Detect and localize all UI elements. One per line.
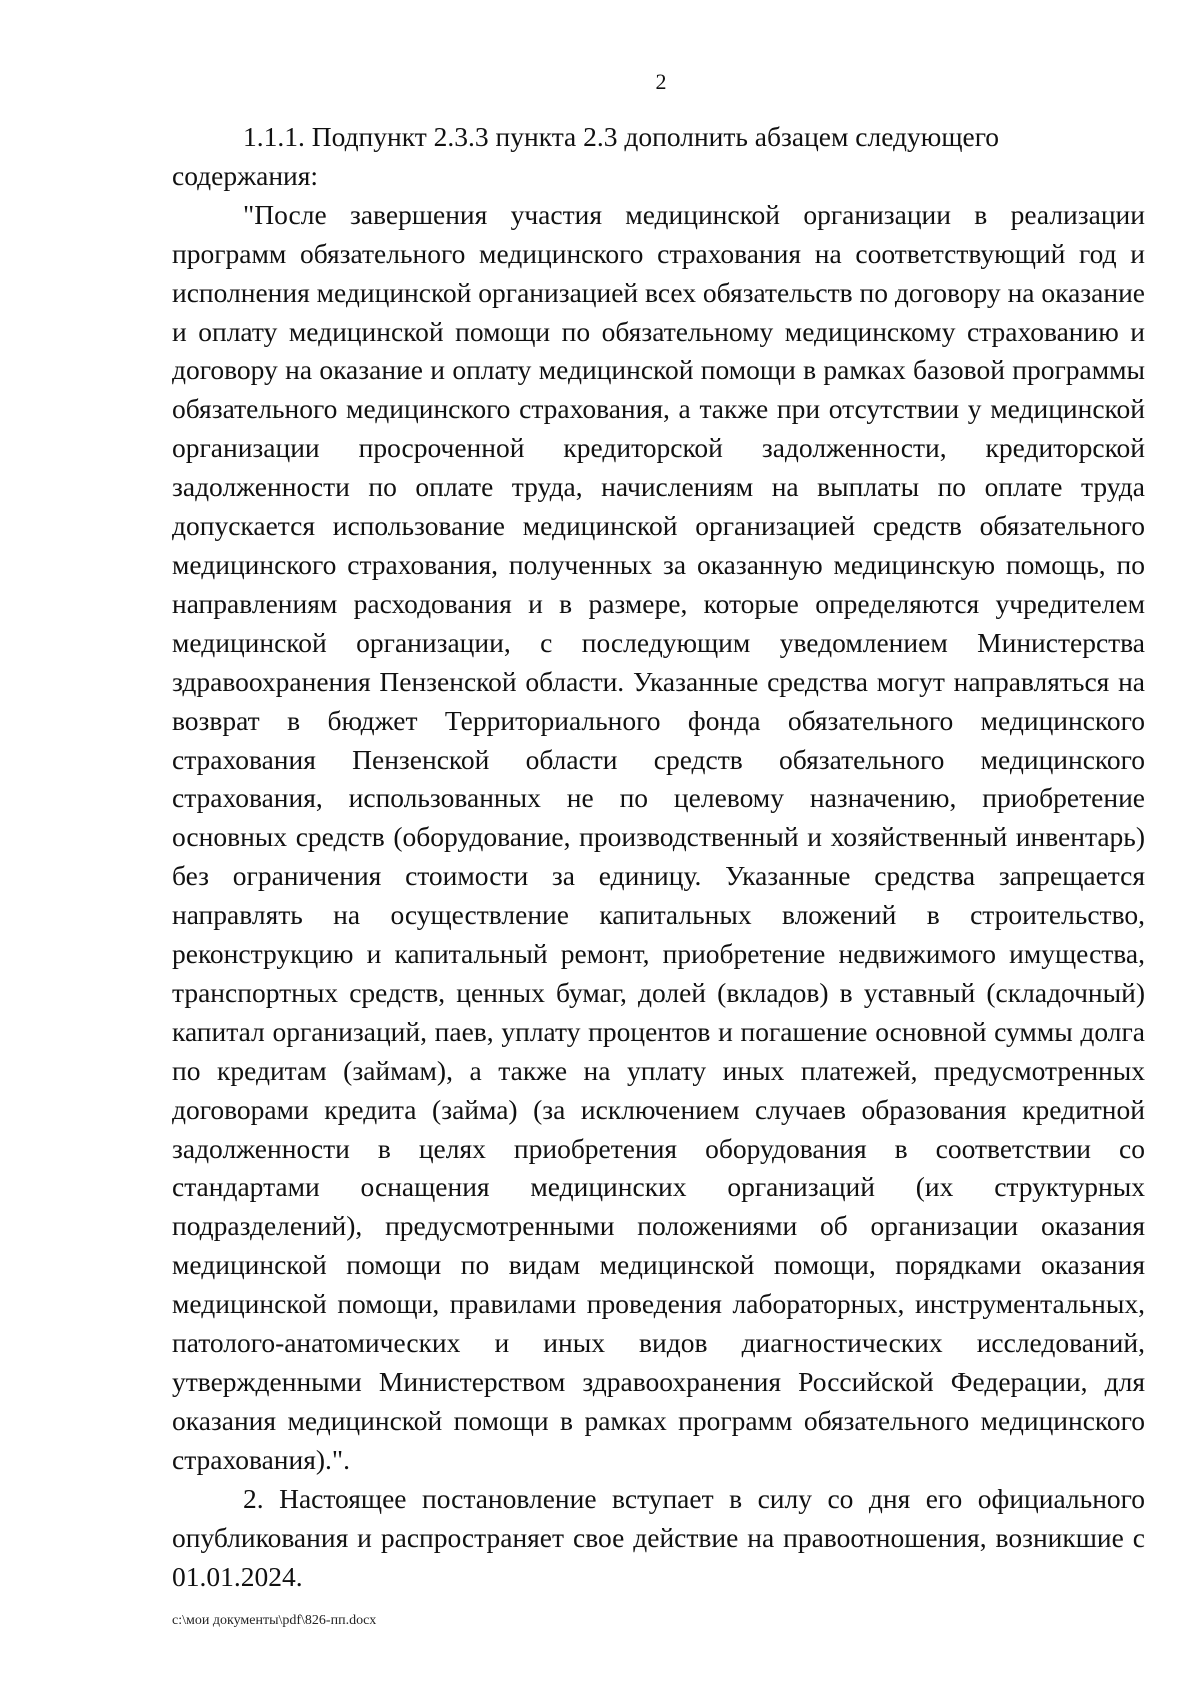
footer-file-path: c:\мои документы\pdf\826-пп.docx — [172, 1613, 377, 1628]
paragraph-effective-date: 2. Настоящее постановление вступает в силу со дня его официального опубликования и распространяет свое действие на правоотношения, возникшие с 01.01.2024. — [172, 1482, 1145, 1592]
page-number: 2 — [655, 69, 667, 94]
paragraph-amendment-intro: 1.1.1. Подпункт 2.3.3 пункта 2.3 дополнить абзацем следующего содержания: — [172, 121, 1000, 191]
document-body — [172, 118, 1145, 1596]
paragraph-amendment-text: "После завершения участия медицинской организации в реализации программ обязательного медицинского страхования на соответствующий год и исполнения медицинской организацией всех обязательств по договору на оказание и оплату медицинской помощи по обязательному медицинскому страхованию и договору на оказание и оплату медицинской помощи в рамках базовой программы обязательного медицинского страхования, а также при отсутствии у медицинской организации просроченной кредиторской задолженности, кредиторской задолженности по оплате труда, начислениям на выплаты по оплате труда допускается использование медицинской организацией средств обязательного медицинского страхования, полученных за оказанную медицинскую помощь, по направлениям расходования и в размере, которые определяются учредителем медицинской организации, с последующим уведомлением Министерства здравоохранения Пензенской области. Указанные средства могут направляться на возврат в бюджет Территориального фонда обязательного медицинского страхования Пензенской области средств обязательного медицинского страхования, использованных не по целевому назначению, приобретение основных средств (оборудование, производственный и хозяйственный инвентарь) без ограничения стоимости за единицу. Указанные средства запрещается направлять на осуществление капитальных вложений в строительство, реконструкцию и капитальный ремонт, приобретение недвижимого имущества, транспортных средств, ценных бумаг, долей (вкладов) в уставный (складочный) капитал организаций, паев, уплату процентов и погашение основной суммы долга по кредитам (займам), а также на уплату иных платежей, предусмотренных договорами кредита (займа) (за исключением случаев образования кредитной задолженности в целях приобретения оборудования в соответствии со стандартами оснащения медицинских организаций (их структурных подразделений), предусмотренными положениями об организации оказания медицинской помощи по видам медицинской помощи, порядками оказания медицинской помощи, правилами проведения лабораторных, инструментальных, патолого-анатомических и иных видов диагностических исследований, утвержденными Министерством здравоохранения Российской Федерации, для оказания медицинской помощи в рамках программ обязательного медицинского страхования).". — [172, 198, 1145, 1475]
